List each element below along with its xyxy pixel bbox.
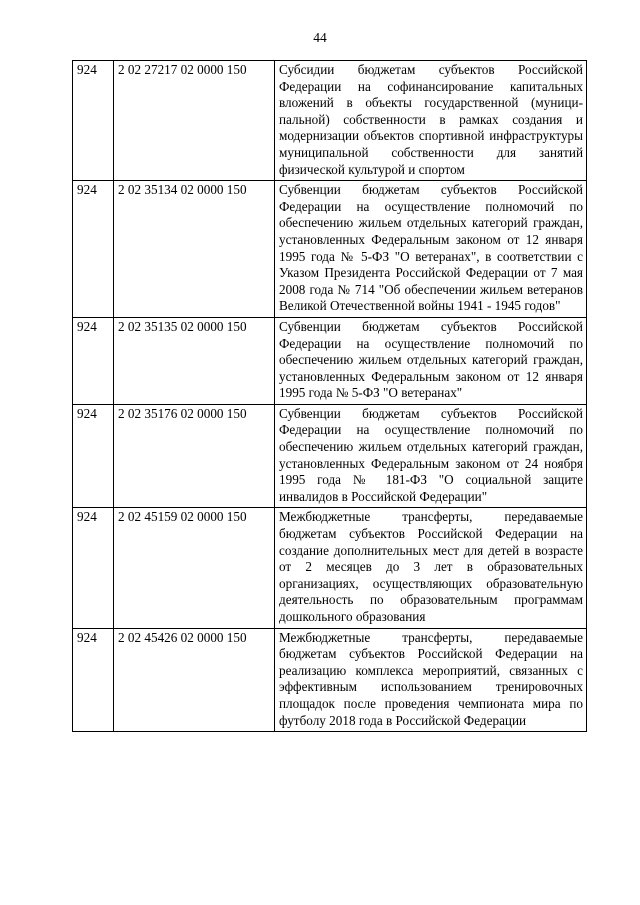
classification-code-cell: 2 02 45426 02 0000 150 bbox=[114, 628, 275, 732]
description-cell: Межбюджетные трансферты, передаваемые бюджетам субъектов Российской Федерации на реализацию комплекса мероприятий, связанных с эффективным использованием тренировочных площадок после проведения чемпионата мира по футболу 2018 года в Российской Федерации bbox=[275, 628, 587, 732]
classification-code-cell: 2 02 35176 02 0000 150 bbox=[114, 404, 275, 508]
table-row bbox=[73, 628, 587, 732]
budget-classification-table bbox=[72, 60, 587, 732]
page-number: 44 bbox=[313, 30, 327, 45]
admin-code-cell: 924 bbox=[73, 628, 114, 732]
description-cell: Субвенции бюджетам субъектов Российской Федерации на осуществление полномочий по обеспечению жильем отдельных категорий граждан, установленных Федеральным законом от 12 января 1995 года № 5-ФЗ "О ветеранах" bbox=[275, 317, 587, 404]
description-cell: Межбюджетные трансферты, передаваемые бюджетам субъектов Российской Федерации на создание дополнительных мест для детей в возрасте от 2 месяцев до 3 лет в образовательных организациях, осуществляющих образовательную деятельность по образовательным программам дошкольного образования bbox=[275, 508, 587, 628]
description-cell: Субвенции бюджетам субъектов Российской Федерации на осуществление полномочий по обеспечению жильем отдельных категорий граждан, установленных Федеральным законом от 24 ноября 1995 года № 181-ФЗ "О социальной защите инвалидов в Российской Федерации" bbox=[275, 404, 587, 508]
classification-code-cell: 2 02 35134 02 0000 150 bbox=[114, 181, 275, 318]
admin-code-cell: 924 bbox=[73, 508, 114, 628]
admin-code-cell: 924 bbox=[73, 181, 114, 318]
table-row bbox=[73, 404, 587, 508]
admin-code-cell: 924 bbox=[73, 61, 114, 181]
admin-code-cell: 924 bbox=[73, 317, 114, 404]
table-row bbox=[73, 317, 587, 404]
classification-code-cell: 2 02 45159 02 0000 150 bbox=[114, 508, 275, 628]
description-cell: Субсидии бюджетам субъектов Российской Федерации на софинансирование капитальных вложений в объекты государственной (муниципальной) собственности в рамках создания и модернизации объектов спортивной инфраструктуры муниципальной собственности для занятий физической культурой и спортом bbox=[275, 61, 587, 181]
description-cell: Субвенции бюджетам субъектов Российской Федерации на осуществление полномочий по обеспечению жильем отдельных категорий граждан, установленных Федеральным законом от 12 января 1995 года № 5-ФЗ "О ветеранах", в соответствии с Указом Президента Российской Федерации от 7 мая 2008 года № 714 "Об обеспечении жильем ветеранов Великой Отечественной войны 1941 - 1945 годов" bbox=[275, 181, 587, 318]
classification-code-cell: 2 02 27217 02 0000 150 bbox=[114, 61, 275, 181]
table-row bbox=[73, 61, 587, 181]
classification-code-cell: 2 02 35135 02 0000 150 bbox=[114, 317, 275, 404]
admin-code-cell: 924 bbox=[73, 404, 114, 508]
table-row bbox=[73, 181, 587, 318]
table-row bbox=[73, 508, 587, 628]
